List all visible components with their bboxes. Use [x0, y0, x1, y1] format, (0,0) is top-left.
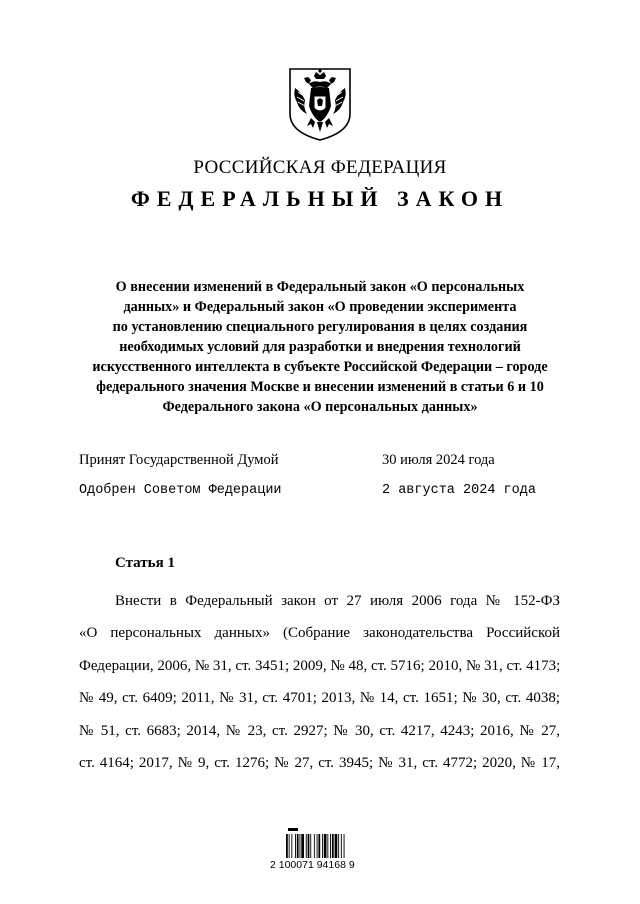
country-name: РОССИЙСКАЯ ФЕДЕРАЦИЯ — [193, 157, 447, 178]
law-title-line: по установлению специального регулирования в целях создания — [112, 319, 528, 335]
council-approval-date: 2 августа 2024 года — [382, 483, 536, 498]
article-heading: Статья 1 — [115, 555, 175, 571]
article-line: Федерации, 2006, № 31, ст. 3451; 2009, № 48, ст. 5716; 2010, № 31, ст. 4173; — [79, 657, 561, 674]
law-title-line: искусственного интеллекта в субъекте Российской Федерации – городе — [92, 359, 548, 375]
council-approval-label: Одобрен Советом Федерации — [79, 483, 282, 498]
duma-adoption-date: 30 июля 2024 года — [382, 452, 495, 468]
law-title-line: федерального значения Москве и внесении изменений в статьи 6 и 10 — [96, 379, 544, 395]
barcode-number: 2 100071 94168 9 — [270, 859, 355, 871]
article-body — [79, 585, 560, 779]
article-line: ст. 4164; 2017, № 9, ст. 1276; № 27, ст. 3945; № 31, ст. 4772; 2020, № 17, — [79, 754, 560, 771]
law-title — [70, 277, 570, 417]
coat-of-arms-icon — [287, 66, 353, 142]
law-type-heading: ФЕДЕРАЛЬНЫЙ ЗАКОН — [130, 186, 510, 211]
duma-adoption-label: Принят Государственной Думой — [79, 452, 279, 468]
article-line: № 49, ст. 6409; 2011, № 31, ст. 4701; 2013, № 14, ст. 1651; № 30, ст. 4038; — [79, 690, 560, 707]
article-line: Внести в Федеральный закон от 27 июля 2006 года № 152-ФЗ — [115, 593, 560, 609]
law-title-line: Федерального закона «О персональных данных» — [162, 399, 478, 415]
article-line: «О персональных данных» (Собрание законодательства Российской — [79, 625, 560, 642]
law-title-line: данных» и Федеральный закон «О проведении эксперимента — [123, 299, 517, 315]
law-title-line: необходимых условий для разработки и внедрения технологий — [119, 339, 521, 355]
article-line: № 51, ст. 6683; 2014, № 23, ст. 2927; № 30, ст. 4217, 4243; 2016, № 27, — [79, 722, 560, 739]
law-title-line: О внесении изменений в Федеральный закон «О персональных — [115, 279, 525, 295]
